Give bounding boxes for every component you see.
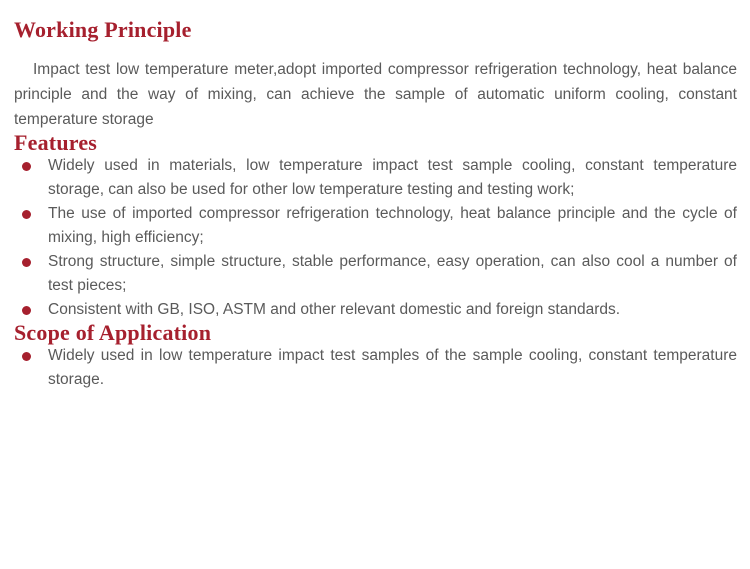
list-item <box>14 344 737 392</box>
section-heading-working-principle: Working Principle <box>14 17 192 42</box>
scope-of-application-list <box>14 344 737 392</box>
section-heading-features: Features <box>14 130 98 155</box>
bullet-icon <box>22 258 31 267</box>
list-item-text: Consistent with GB, ISO, ASTM and other relevant domestic and foreign standards. <box>48 301 621 318</box>
bullet-icon <box>22 352 31 361</box>
list-item-text: Widely used in low temperature impact test samples of the sample cooling, constant temperature storage. <box>48 347 737 388</box>
section-heading-scope-of-application: Scope of Application <box>14 320 212 345</box>
list-item <box>14 154 737 202</box>
bullet-icon <box>22 306 31 315</box>
list-item <box>14 298 737 322</box>
working-principle-paragraph: Impact test low temperature meter,adopt imported compressor refrigeration technology, heat balance principle and the way of mixing, can achieve the sample of automatic uniform cooling, constant temperature storage <box>14 61 737 128</box>
list-item <box>14 250 737 298</box>
list-item-text: The use of imported compressor refrigeration technology, heat balance principle and the cycle of mixing, high efficiency; <box>48 205 737 246</box>
list-item-text: Strong structure, simple structure, stable performance, easy operation, can also cool a number of test pieces; <box>48 253 737 294</box>
bullet-icon <box>22 162 31 171</box>
list-item-text: Widely used in materials, low temperature impact test sample cooling, constant temperature storage, can also be used for other low temperature testing and testing work; <box>48 157 737 198</box>
bullet-icon <box>22 210 31 219</box>
list-item <box>14 202 737 250</box>
features-list <box>14 154 737 322</box>
